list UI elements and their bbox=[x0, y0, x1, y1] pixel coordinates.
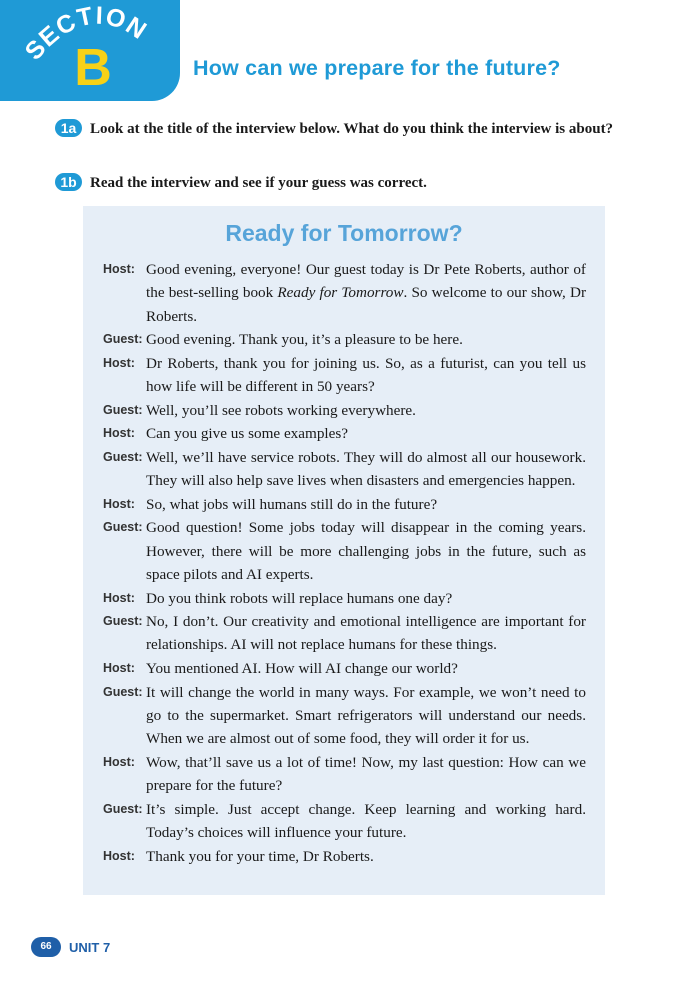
speaker-label: Guest: bbox=[103, 449, 143, 464]
page-number: 66 bbox=[31, 937, 61, 957]
dialogue-turn bbox=[103, 798, 586, 845]
dialogue-turn bbox=[103, 422, 586, 445]
dialogue-line: Thank you for your time, Dr Roberts. bbox=[146, 847, 374, 865]
section-word: SECTION bbox=[19, 1, 153, 66]
dialogue-turn bbox=[103, 657, 586, 680]
dialogue-line: Wow, that’ll save us a lot of time! Now, my last question: How can we prepare for the future? bbox=[146, 753, 586, 795]
dialogue-line: Well, you’ll see robots working everywhere. bbox=[146, 401, 416, 419]
section-badge bbox=[0, 0, 180, 101]
dialogue-turn bbox=[103, 516, 586, 586]
dialogue-turn bbox=[103, 681, 586, 751]
dialogue-line: So, what jobs will humans still do in the future? bbox=[146, 495, 438, 513]
dialogue-turn bbox=[103, 751, 586, 798]
speaker-label: Guest: bbox=[103, 332, 143, 347]
task-text: Read the interview and see if your guess was correct. bbox=[90, 175, 427, 191]
dialogue-turn bbox=[103, 587, 586, 610]
speaker-label: Host: bbox=[103, 496, 135, 511]
dialogue-line: No, I don’t. Our creativity and emotional intelligence are important for relationships. AI will not replace humans for these things. bbox=[146, 613, 586, 654]
dialogue-turn bbox=[103, 328, 586, 351]
dialogue-line: Good evening, everyone! Our guest today is Dr Pete Roberts, author of the best-selling book Ready for Tomorrow. So welcome to our show, Dr Roberts. bbox=[146, 261, 587, 325]
interview-title: Ready for Tomorrow? bbox=[225, 220, 463, 246]
task-1b bbox=[55, 173, 615, 193]
section-letter: B bbox=[74, 39, 112, 97]
speaker-label: Host: bbox=[103, 590, 135, 605]
dialogue-line: Dr Roberts, thank you for joining us. So, as a futurist, can you tell us how life will be different in 50 years? bbox=[146, 354, 586, 396]
dialogue-line: Can you give us some examples? bbox=[146, 425, 349, 443]
dialogue bbox=[103, 258, 586, 868]
task-label: 1a bbox=[55, 119, 82, 137]
dialogue-line: It’s simple. Just accept change. Keep learning and working hard. Today’s choices will influence your future. bbox=[146, 800, 586, 841]
dialogue-turn bbox=[103, 446, 586, 493]
book-title: Ready for Tomorrow bbox=[277, 284, 404, 302]
unit-label: UNIT 7 bbox=[69, 939, 111, 955]
dialogue-turn bbox=[103, 845, 586, 868]
speaker-label: Guest: bbox=[103, 684, 143, 699]
speaker-label: Guest: bbox=[103, 402, 143, 417]
dialogue-line: Good question! Some jobs today will disappear in the coming years. However, there will be more challenging jobs in the future, such as space pilots and AI experts. bbox=[146, 519, 586, 583]
dialogue-line: It will change the world in many ways. For example, we won’t need to go to the supermarket. Smart refrigerators will understand our needs. When we are almost out of some food, they will order it for us. bbox=[146, 683, 586, 748]
dialogue-line: Good evening. Thank you, it’s a pleasure to be here. bbox=[146, 331, 463, 349]
speaker-label: Host: bbox=[103, 848, 135, 863]
dialogue-line: Well, we’ll have service robots. They will do almost all our housework. They will also help save lives when disasters and emergencies happen. bbox=[146, 448, 586, 490]
speaker-label: Host: bbox=[103, 754, 135, 769]
dialogue-turn bbox=[103, 493, 586, 516]
interview-panel bbox=[83, 206, 605, 895]
dialogue-turn bbox=[103, 399, 586, 422]
speaker-label: Guest: bbox=[103, 614, 143, 629]
speaker-label: Host: bbox=[103, 262, 135, 276]
task-1a bbox=[55, 119, 615, 139]
page-title: How can we prepare for the future? bbox=[193, 56, 561, 80]
task-text: Look at the title of the interview below. What do you think the interview is about? bbox=[90, 121, 614, 137]
speaker-label: Guest: bbox=[103, 520, 143, 535]
dialogue-turn bbox=[103, 610, 586, 657]
page-footer bbox=[31, 937, 110, 957]
speaker-label: Host: bbox=[103, 355, 135, 370]
dialogue-turn bbox=[103, 258, 586, 328]
speaker-label: Guest: bbox=[103, 801, 143, 816]
dialogue-turn bbox=[103, 352, 586, 399]
dialogue-line: You mentioned AI. How will AI change our world? bbox=[146, 660, 458, 678]
dialogue-line: Do you think robots will replace humans one day? bbox=[146, 589, 453, 607]
speaker-label: Host: bbox=[103, 426, 135, 441]
speaker-label: Host: bbox=[103, 661, 135, 676]
task-label: 1b bbox=[55, 173, 82, 191]
